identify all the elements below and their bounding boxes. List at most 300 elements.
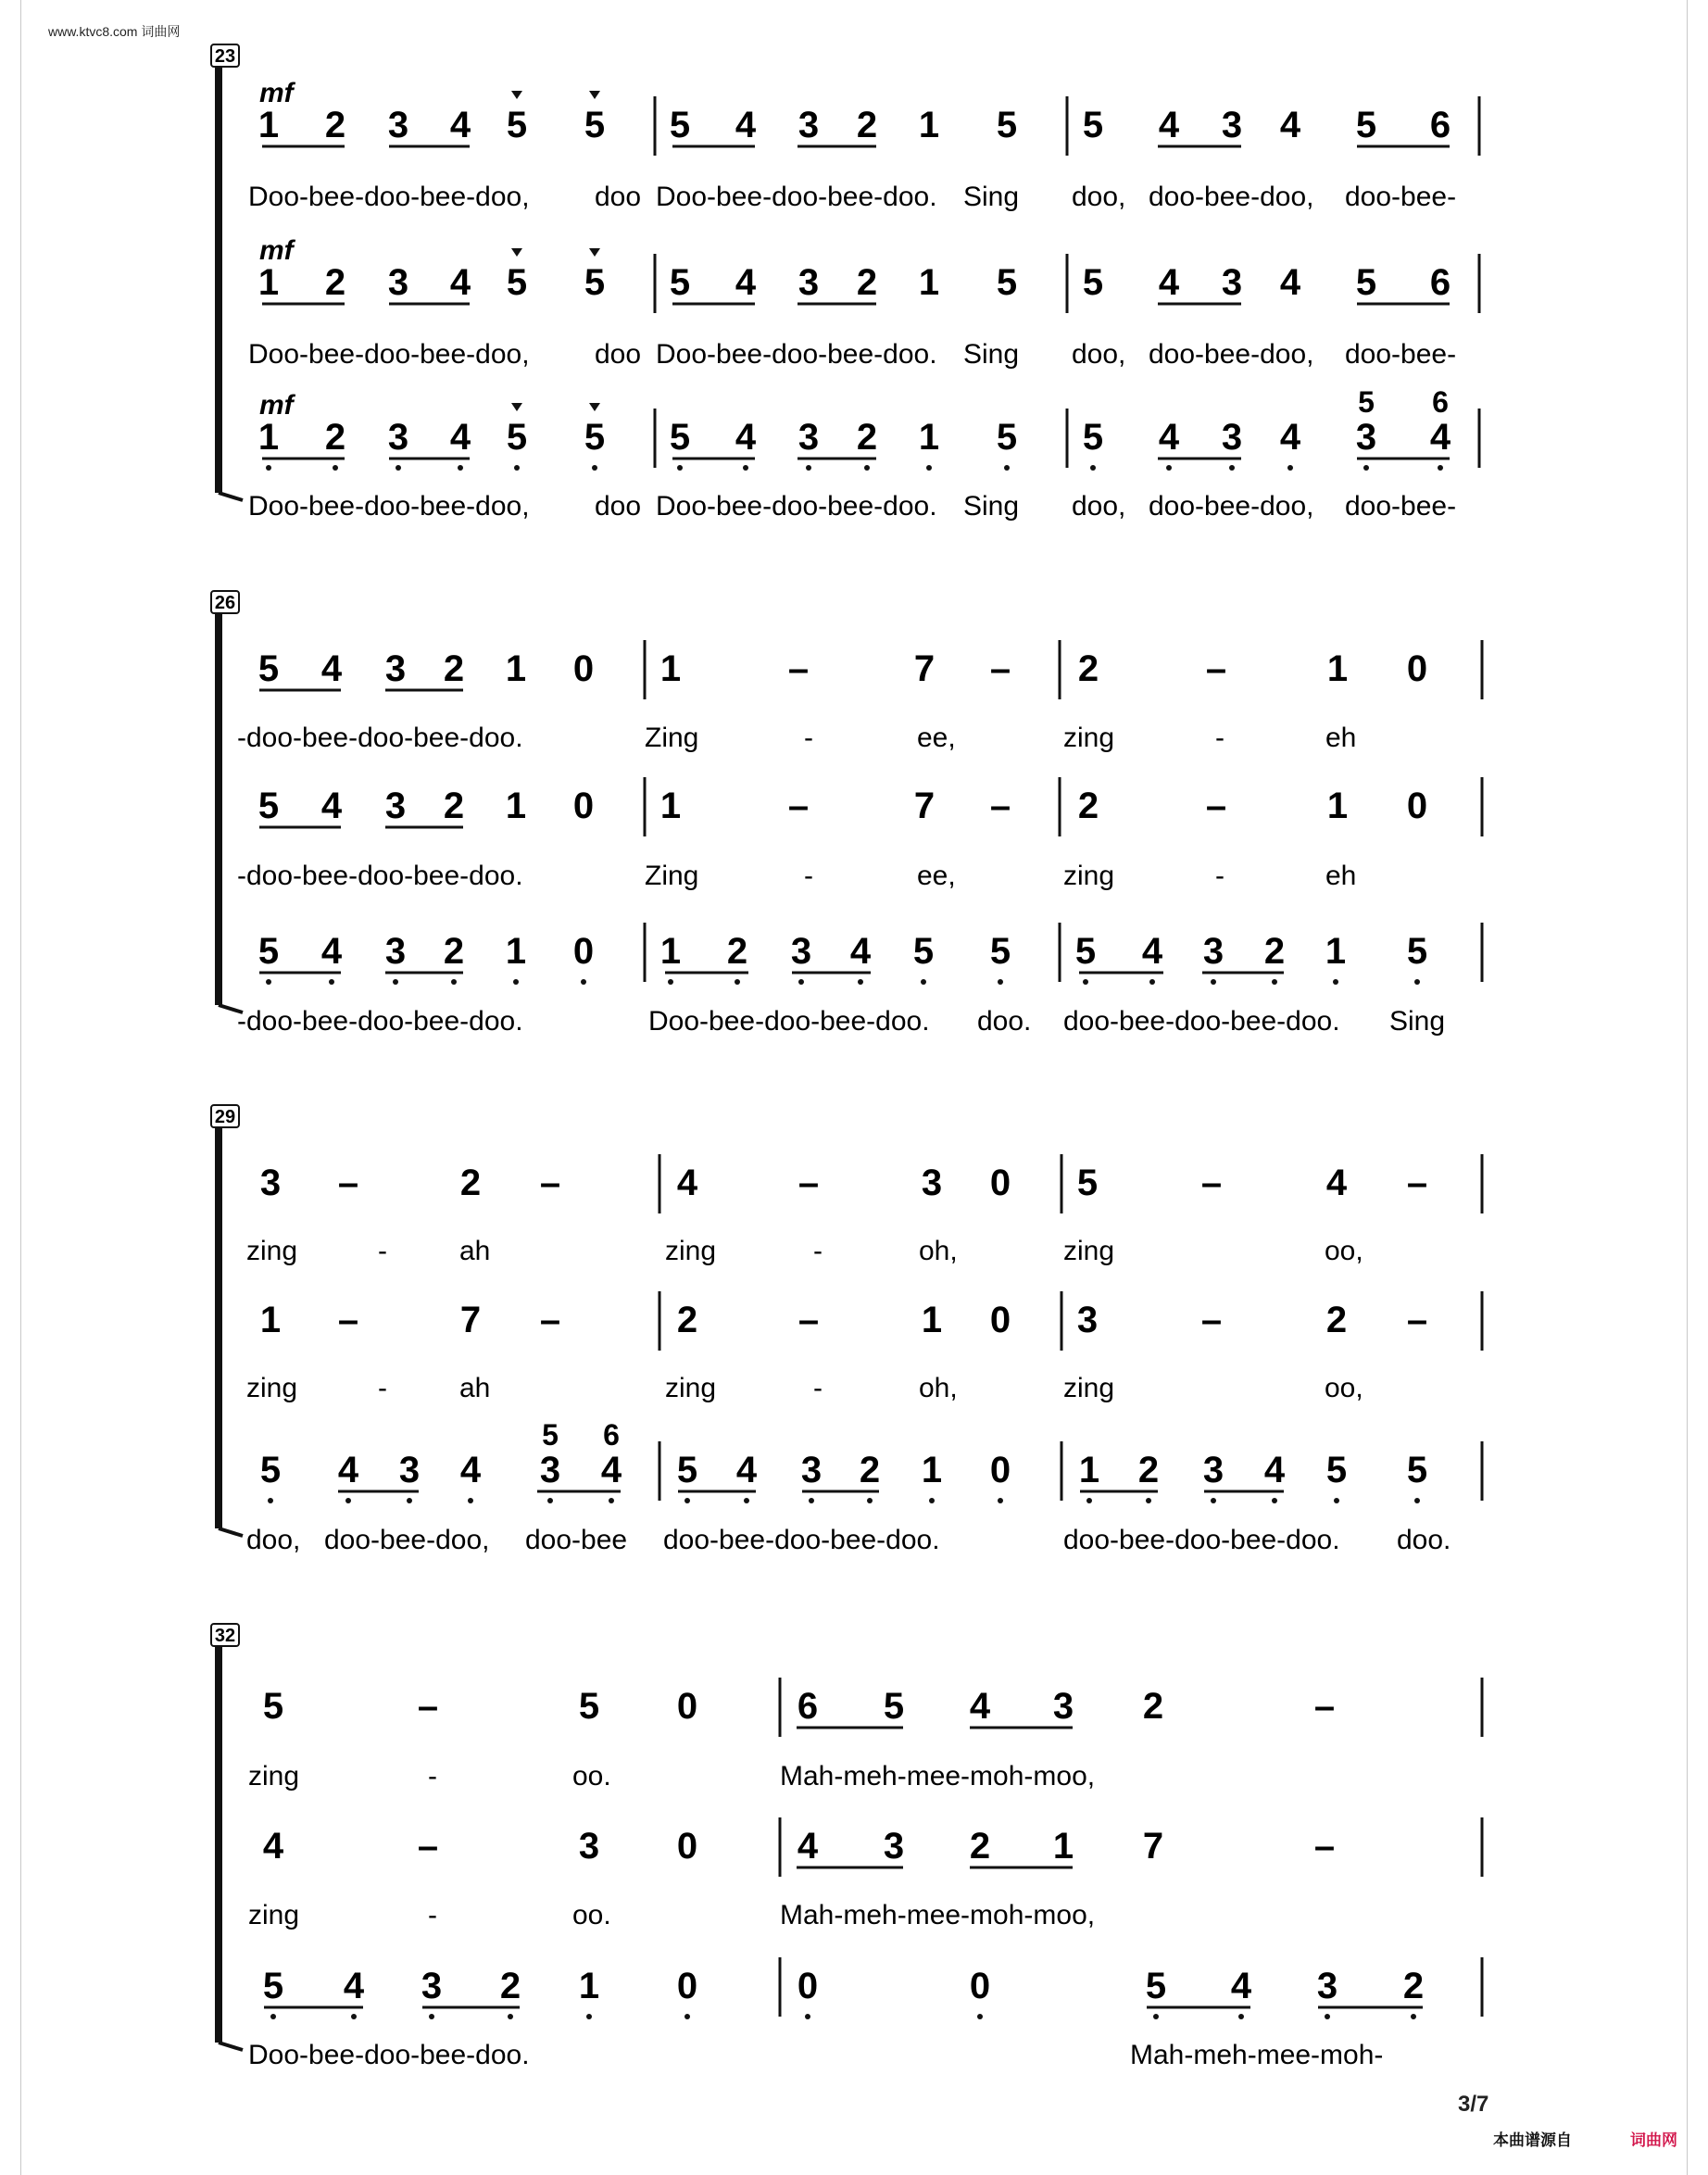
- measure-number: 23: [214, 46, 236, 67]
- note: 2: [1137, 1450, 1160, 1490]
- bracket-hook: [219, 1528, 243, 1536]
- note: 0: [797, 1966, 819, 2006]
- octave-dot: [393, 979, 398, 985]
- octave-dot: [684, 2014, 690, 2019]
- dynamic-marking: mf: [259, 235, 294, 266]
- note: 2: [1325, 1300, 1348, 1340]
- note: 3: [259, 1163, 282, 1203]
- note: 1: [578, 1966, 600, 2006]
- octave-dot: [268, 1498, 273, 1503]
- note: 5: [506, 417, 528, 458]
- page-number: 3/7: [1458, 2092, 1489, 2117]
- brand-link[interactable]: 词曲网: [1630, 2131, 1677, 2149]
- note: 4: [337, 1450, 359, 1490]
- lyric-word: -: [1215, 723, 1224, 753]
- note: 1: [659, 648, 682, 689]
- duration-dash: –: [787, 786, 810, 826]
- chord-upper-note: 6: [1432, 385, 1449, 419]
- note: 5: [669, 417, 691, 458]
- note: 3: [1202, 931, 1224, 972]
- octave-dot: [864, 465, 870, 471]
- octave-dot: [805, 2014, 810, 2019]
- note: 3: [1202, 1450, 1224, 1490]
- note: 5: [259, 1450, 282, 1490]
- lyric-word: -: [804, 861, 813, 891]
- lyric-word: oo,: [1325, 1373, 1363, 1403]
- note: 4: [600, 1450, 622, 1490]
- note: 6: [1429, 262, 1451, 303]
- lyric-word: ee,: [917, 861, 956, 891]
- note: 2: [499, 1966, 521, 2006]
- lyric-word: doo-bee-doo-bee-doo.: [1063, 1525, 1340, 1555]
- note: 1: [921, 1300, 943, 1340]
- note: 4: [1279, 417, 1301, 458]
- lyric-word: -: [428, 1761, 437, 1792]
- octave-dot: [407, 1498, 412, 1503]
- note: 3: [921, 1163, 943, 1203]
- note: 4: [1325, 1163, 1348, 1203]
- site-url[interactable]: www.ktvc8.com 词曲网: [48, 24, 181, 39]
- note: 2: [676, 1300, 698, 1340]
- octave-dot: [1211, 1498, 1216, 1503]
- note: 2: [443, 931, 465, 972]
- lyric-word: -: [813, 1236, 823, 1266]
- lyric-word: zing: [665, 1236, 717, 1266]
- note: 5: [1406, 1450, 1428, 1490]
- note: 2: [859, 1450, 881, 1490]
- note: 3: [1052, 1686, 1074, 1727]
- octave-dot: [998, 979, 1003, 985]
- lyric-word: -: [428, 1900, 437, 1930]
- note: 0: [1406, 648, 1428, 689]
- note: 4: [262, 1826, 284, 1867]
- chord-upper-note: 5: [1358, 385, 1375, 419]
- note: 7: [913, 648, 936, 689]
- duration-dash: –: [797, 1163, 820, 1203]
- lyric-word: zing: [1063, 1236, 1115, 1266]
- lyric-word: doo-bee-: [1345, 339, 1457, 370]
- note: 5: [989, 931, 1011, 972]
- octave-dot: [513, 979, 519, 985]
- octave-dot: [809, 1498, 814, 1503]
- note: 4: [1158, 417, 1180, 458]
- octave-dot: [351, 2014, 357, 2019]
- note: 0: [572, 931, 595, 972]
- note: 5: [257, 931, 280, 972]
- accent-mark: [589, 91, 600, 99]
- accent-mark: [589, 403, 600, 411]
- lyric-word: ah: [459, 1236, 491, 1266]
- note: 1: [505, 786, 527, 826]
- octave-dot: [1287, 465, 1293, 471]
- note: 2: [969, 1826, 991, 1867]
- note: 1: [918, 105, 940, 145]
- duration-dash: –: [989, 786, 1011, 826]
- octave-dot: [458, 465, 463, 471]
- lyric-word: Doo-bee-doo-bee-doo,: [248, 491, 530, 522]
- octave-dot: [743, 465, 748, 471]
- duration-dash: –: [1406, 1300, 1428, 1340]
- duration-dash: –: [1313, 1826, 1336, 1867]
- lyric-word: doo,: [1072, 182, 1126, 212]
- octave-dot: [1438, 465, 1443, 471]
- lyric-word: Doo-bee-doo-bee-doo.: [648, 1006, 930, 1037]
- system-bracket: [215, 1125, 222, 1528]
- note: 2: [856, 262, 878, 303]
- lyric-word: doo-bee-doo,: [1149, 491, 1314, 522]
- note: 4: [1263, 1450, 1286, 1490]
- note: 5: [584, 417, 606, 458]
- accent-mark: [589, 248, 600, 257]
- octave-dot: [592, 465, 597, 471]
- note: 1: [259, 1300, 282, 1340]
- note: 5: [996, 262, 1018, 303]
- note: 1: [921, 1450, 943, 1490]
- octave-dot: [429, 2014, 434, 2019]
- note: 4: [735, 105, 757, 145]
- note: 1: [257, 417, 280, 458]
- octave-dot: [1149, 979, 1155, 985]
- note: 4: [735, 417, 757, 458]
- note: 1: [505, 648, 527, 689]
- system-bracket: [215, 65, 222, 493]
- lyric-word: doo,: [1072, 339, 1126, 370]
- octave-dot: [1414, 979, 1420, 985]
- note: 5: [669, 105, 691, 145]
- accent-mark: [511, 248, 522, 257]
- note: 4: [849, 931, 872, 972]
- octave-dot: [921, 979, 926, 985]
- lyric-word: -: [1215, 861, 1224, 891]
- note: 5: [1082, 105, 1104, 145]
- note: 3: [384, 931, 407, 972]
- note: 5: [1082, 262, 1104, 303]
- note: 4: [449, 262, 471, 303]
- note: 3: [387, 262, 409, 303]
- note: 1: [505, 931, 527, 972]
- note: 5: [506, 105, 528, 145]
- octave-dot: [1004, 465, 1010, 471]
- note: 0: [676, 1686, 698, 1727]
- note: 5: [996, 417, 1018, 458]
- note: 3: [398, 1450, 421, 1490]
- note: 5: [676, 1450, 698, 1490]
- octave-dot: [333, 465, 338, 471]
- note: 2: [324, 105, 346, 145]
- note: 2: [1077, 786, 1099, 826]
- note: 0: [989, 1163, 1011, 1203]
- duration-dash: –: [539, 1163, 561, 1203]
- duration-dash: –: [1200, 1163, 1223, 1203]
- note: 4: [676, 1163, 698, 1203]
- octave-dot: [581, 979, 586, 985]
- lyric-word: zing: [665, 1373, 717, 1403]
- octave-dot: [1083, 979, 1088, 985]
- duration-dash: –: [337, 1163, 359, 1203]
- note: 0: [969, 1966, 991, 2006]
- note: 1: [918, 417, 940, 458]
- lyric-word: Doo-bee-doo-bee-doo,: [248, 182, 530, 212]
- note: 7: [1142, 1826, 1164, 1867]
- lyric-word: Sing: [1389, 1006, 1446, 1037]
- lyric-word: Mah-meh-mee-moh-moo,: [780, 1900, 1096, 1930]
- lyric-word: -doo-bee-doo-bee-doo.: [237, 861, 523, 891]
- octave-dot: [345, 1498, 351, 1503]
- note: 4: [449, 105, 471, 145]
- duration-dash: –: [539, 1300, 561, 1340]
- note: 0: [676, 1966, 698, 2006]
- lyric-word: doo-bee-doo,: [324, 1525, 490, 1555]
- octave-dot: [1153, 2014, 1159, 2019]
- lyric-word: oo.: [572, 1900, 611, 1930]
- note: 0: [572, 786, 595, 826]
- lyric-word: doo-bee-doo-bee-doo.: [1063, 1006, 1340, 1037]
- note: 3: [1221, 417, 1243, 458]
- note: 4: [320, 648, 343, 689]
- lyric-word: -: [804, 723, 813, 753]
- note: 5: [262, 1966, 284, 2006]
- note: 0: [989, 1450, 1011, 1490]
- octave-dot: [1238, 2014, 1244, 2019]
- lyric-word: doo.: [1397, 1525, 1451, 1555]
- octave-dot: [508, 2014, 513, 2019]
- lyric-word: zing: [1063, 723, 1115, 753]
- accent-mark: [511, 91, 522, 99]
- octave-dot: [744, 1498, 749, 1503]
- system-bracket: [215, 611, 222, 1005]
- note: 0: [1406, 786, 1428, 826]
- octave-dot: [929, 1498, 935, 1503]
- note: 4: [449, 417, 471, 458]
- note: 5: [1076, 1163, 1099, 1203]
- note: 5: [1325, 1450, 1348, 1490]
- lyric-word: zing: [248, 1761, 300, 1792]
- octave-dot: [514, 465, 520, 471]
- lyric-word: oh,: [919, 1236, 958, 1266]
- lyric-word: -: [378, 1236, 387, 1266]
- note: 5: [1074, 931, 1097, 972]
- dynamic-marking: mf: [259, 78, 294, 108]
- note: 3: [883, 1826, 905, 1867]
- octave-dot: [677, 465, 683, 471]
- lyric-word: zing: [248, 1900, 300, 1930]
- note: 2: [459, 1163, 482, 1203]
- octave-dot: [735, 979, 740, 985]
- bracket-hook: [219, 2043, 243, 2050]
- lyric-word: Doo-bee-doo-bee-doo.: [248, 2040, 530, 2070]
- note: 5: [912, 931, 935, 972]
- note: 7: [913, 786, 936, 826]
- note: 6: [797, 1686, 819, 1727]
- bracket-hook: [219, 493, 243, 500]
- note: 2: [324, 262, 346, 303]
- note: 6: [1429, 105, 1451, 145]
- note: 3: [1076, 1300, 1099, 1340]
- note: 5: [996, 105, 1018, 145]
- note: 5: [669, 262, 691, 303]
- octave-dot: [468, 1498, 473, 1503]
- lyric-word: -doo-bee-doo-bee-doo.: [237, 723, 523, 753]
- octave-dot: [998, 1498, 1003, 1503]
- octave-dot: [1333, 979, 1338, 985]
- octave-dot: [270, 2014, 276, 2019]
- note: 5: [1145, 1966, 1167, 2006]
- duration-dash: –: [797, 1300, 820, 1340]
- note: 1: [918, 262, 940, 303]
- octave-dot: [858, 979, 863, 985]
- note: 1: [1325, 931, 1347, 972]
- lyric-word: -doo-bee-doo-bee-doo.: [237, 1006, 523, 1037]
- octave-dot: [586, 2014, 592, 2019]
- octave-dot: [451, 979, 457, 985]
- note: 5: [584, 105, 606, 145]
- note: 4: [343, 1966, 365, 2006]
- note: 2: [856, 105, 878, 145]
- lyric-word: Sing: [963, 182, 1020, 212]
- duration-dash: –: [787, 648, 810, 689]
- lyric-word: doo,: [246, 1525, 301, 1555]
- lyric-word: Zing: [645, 861, 699, 891]
- note: 2: [443, 786, 465, 826]
- note: 3: [790, 931, 812, 972]
- note: 3: [539, 1450, 561, 1490]
- note: 5: [1355, 105, 1377, 145]
- octave-dot: [798, 979, 804, 985]
- duration-dash: –: [1406, 1163, 1428, 1203]
- note: 3: [1355, 417, 1377, 458]
- note: 0: [572, 648, 595, 689]
- duration-dash: –: [1205, 648, 1227, 689]
- octave-dot: [1090, 465, 1096, 471]
- measure-number: 32: [214, 1626, 236, 1646]
- octave-dot: [1363, 465, 1369, 471]
- note: 3: [797, 417, 820, 458]
- note: 5: [506, 262, 528, 303]
- note: 4: [1279, 262, 1301, 303]
- lyric-word: doo-bee-doo,: [1149, 182, 1314, 212]
- note: 5: [257, 786, 280, 826]
- note: 4: [1429, 417, 1451, 458]
- lyric-word: Doo-bee-doo-bee-doo.: [656, 182, 937, 212]
- note: 4: [735, 1450, 758, 1490]
- note: 4: [797, 1826, 819, 1867]
- note: 5: [578, 1686, 600, 1727]
- lyric-word: doo-bee-doo-bee-doo.: [663, 1525, 940, 1555]
- lyric-word: doo: [595, 182, 642, 212]
- note: 2: [1263, 931, 1286, 972]
- octave-dot: [1229, 465, 1235, 471]
- lyric-word: doo-bee: [525, 1525, 628, 1555]
- lyric-word: oh,: [919, 1373, 958, 1403]
- note: 4: [1230, 1966, 1252, 2006]
- accent-mark: [511, 403, 522, 411]
- octave-dot: [1414, 1498, 1420, 1503]
- lyric-word: doo-bee-doo,: [1149, 339, 1314, 370]
- lyric-word: zing: [246, 1236, 298, 1266]
- note: 3: [578, 1826, 600, 1867]
- note: 2: [1077, 648, 1099, 689]
- octave-dot: [668, 979, 673, 985]
- lyric-word: doo,: [1072, 491, 1126, 522]
- note: 1: [1326, 648, 1349, 689]
- lyric-word: Doo-bee-doo-bee-doo,: [248, 339, 530, 370]
- note: 4: [969, 1686, 991, 1727]
- note: 4: [1158, 105, 1180, 145]
- note: 5: [1082, 417, 1104, 458]
- octave-dot: [547, 1498, 553, 1503]
- lyric-word: zing: [1063, 1373, 1115, 1403]
- note: 1: [659, 931, 682, 972]
- note: 5: [1406, 931, 1428, 972]
- octave-dot: [1086, 1498, 1092, 1503]
- note: 5: [883, 1686, 905, 1727]
- duration-dash: –: [337, 1300, 359, 1340]
- octave-dot: [609, 1498, 614, 1503]
- note: 0: [989, 1300, 1011, 1340]
- lyric-word: oo,: [1325, 1236, 1363, 1266]
- lyric-word: doo: [595, 339, 642, 370]
- lyric-word: Sing: [963, 491, 1020, 522]
- note: 5: [1355, 262, 1377, 303]
- lyric-word: Doo-bee-doo-bee-doo.: [656, 339, 937, 370]
- note: 0: [676, 1826, 698, 1867]
- note: 3: [387, 105, 409, 145]
- octave-dot: [1211, 979, 1216, 985]
- note: 3: [1316, 1966, 1338, 2006]
- lyric-word: oo.: [572, 1761, 611, 1792]
- note: 5: [262, 1686, 284, 1727]
- lyric-word: ah: [459, 1373, 491, 1403]
- note: 4: [320, 931, 343, 972]
- octave-dot: [867, 1498, 873, 1503]
- lyric-word: -: [378, 1373, 387, 1403]
- duration-dash: –: [989, 648, 1011, 689]
- note: 3: [387, 417, 409, 458]
- note: 1: [1326, 786, 1349, 826]
- note: 3: [1221, 262, 1243, 303]
- lyric-word: Sing: [963, 339, 1020, 370]
- note: 3: [421, 1966, 443, 2006]
- note: 1: [1078, 1450, 1100, 1490]
- octave-dot: [926, 465, 932, 471]
- octave-dot: [1146, 1498, 1151, 1503]
- note: 4: [320, 786, 343, 826]
- lyric-word: ee,: [917, 723, 956, 753]
- note: 7: [459, 1300, 482, 1340]
- note: 3: [384, 648, 407, 689]
- octave-dot: [1272, 979, 1277, 985]
- chord-upper-note: 6: [603, 1418, 620, 1452]
- octave-dot: [977, 2014, 983, 2019]
- lyric-word: eh: [1325, 723, 1357, 753]
- note: 5: [257, 648, 280, 689]
- note: 3: [384, 786, 407, 826]
- duration-dash: –: [1313, 1686, 1336, 1727]
- measure-number: 26: [214, 593, 236, 613]
- dynamic-marking: mf: [259, 390, 294, 421]
- lyric-word: zing: [246, 1373, 298, 1403]
- note: 3: [797, 262, 820, 303]
- note: 3: [800, 1450, 823, 1490]
- note: 4: [735, 262, 757, 303]
- system-bracket: [215, 1644, 222, 2043]
- note: 2: [324, 417, 346, 458]
- note: 2: [443, 648, 465, 689]
- octave-dot: [329, 979, 334, 985]
- note: 1: [257, 262, 280, 303]
- lyric-word: eh: [1325, 861, 1357, 891]
- lyric-word: zing: [1063, 861, 1115, 891]
